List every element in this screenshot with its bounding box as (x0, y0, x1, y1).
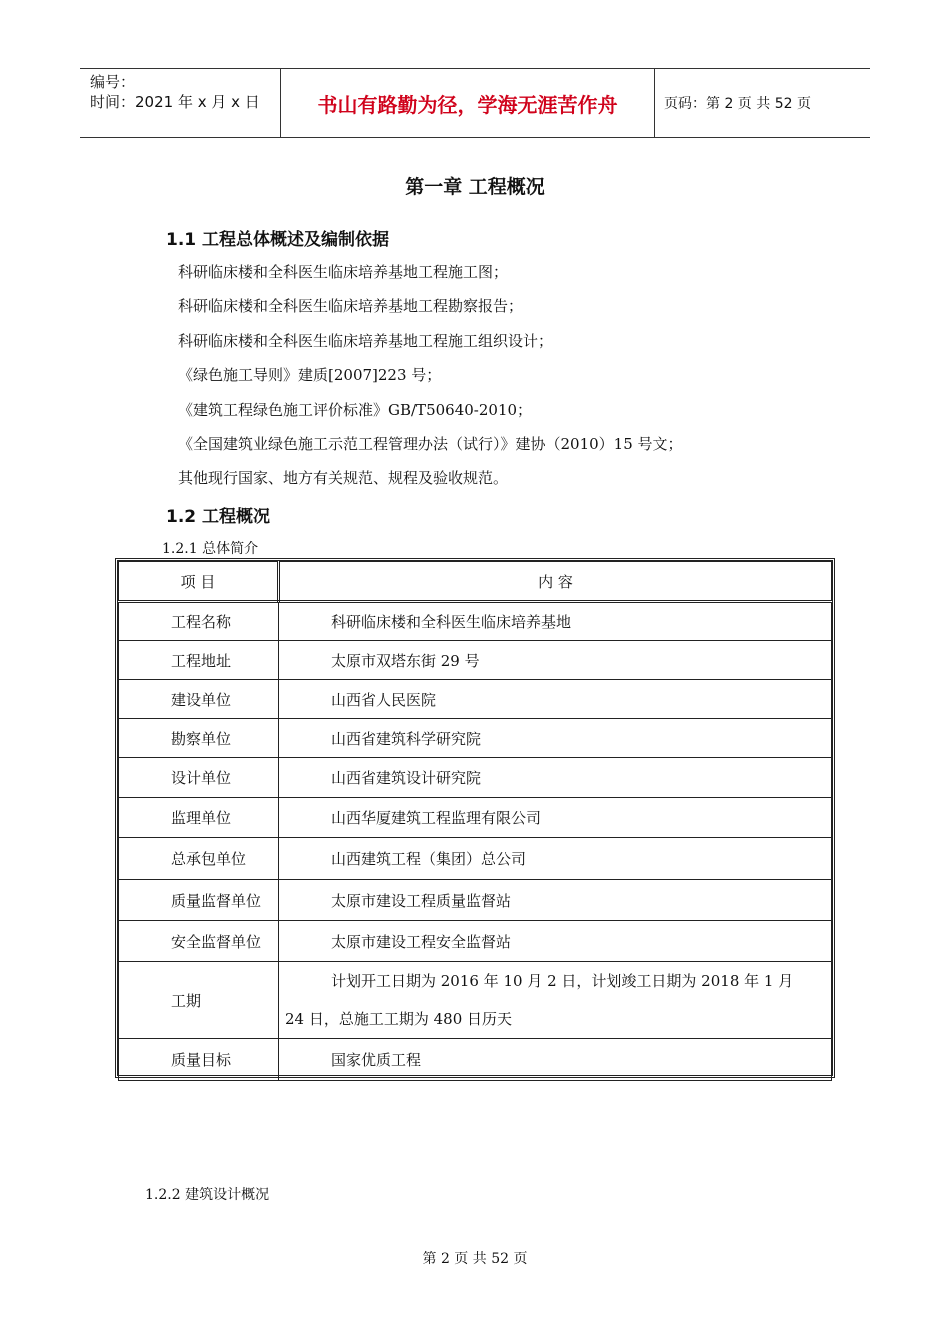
basis-item: 《全国建筑业绿色施工示范工程管理办法（试行）》建协（2010）15 号文； (178, 435, 683, 453)
table-key: 工程地址 (119, 641, 279, 680)
table-row (119, 838, 832, 880)
table-row (119, 680, 832, 719)
table-key: 安全监督单位 (119, 921, 279, 962)
table-value: 太原市建设工程质量监督站 (279, 880, 832, 921)
table-row (119, 880, 832, 921)
subsection-1-2-2-title: 1.2.2 建筑设计概况 (145, 1187, 270, 1203)
table-key: 建设单位 (119, 680, 279, 719)
table-row (119, 719, 832, 758)
table-key: 质量监督单位 (119, 880, 279, 921)
basis-item: 《绿色施工导则》建质[2007]223 号； (178, 366, 442, 384)
basis-item: 科研临床楼和全科医生临床培养基地工程勘察报告； (178, 297, 524, 315)
table-value: 山西华厦建筑工程监理有限公司 (279, 798, 832, 838)
period-line-1: 计划开工日期为 2016 年 10 月 2 日，计划竣工日期为 2018 年 1 月 (331, 972, 794, 990)
number-label: 编号： (90, 73, 136, 91)
header-motto: 书山有路勤为径，学海无涯苦作舟 (317, 92, 618, 117)
project-overview-table (115, 558, 835, 1078)
table-key: 设计单位 (119, 758, 279, 798)
table-header-row (119, 562, 832, 602)
header-page-info: 页码：第 2 页 共 52 页 (664, 96, 811, 112)
table-value: 山西省人民医院 (279, 680, 832, 719)
table-row (119, 641, 832, 680)
table-row (119, 921, 832, 962)
subsection-1-2-1-title: 1.2.1 总体简介 (162, 541, 259, 557)
basis-item: 其他现行国家、地方有关规范、规程及验收规范。 (178, 469, 509, 487)
table-header-content: 内 容 (279, 562, 832, 602)
table-header-item: 项 目 (119, 562, 279, 602)
header-meta (90, 72, 260, 112)
table-value: 太原市建设工程安全监督站 (279, 921, 832, 962)
table-value: 国家优质工程 (279, 1039, 832, 1081)
table-value: 太原市双塔东街 29 号 (279, 641, 832, 680)
time-label: 时间：2021 年 x 月 x 日 (90, 93, 260, 111)
table-key: 质量目标 (119, 1039, 279, 1081)
table-row-period (119, 962, 832, 1039)
table-row (119, 758, 832, 798)
header-divider (654, 69, 655, 137)
table-key: 工程名称 (119, 602, 279, 641)
table-row (119, 602, 832, 641)
table-key: 工期 (119, 962, 279, 1039)
table-value: 山西省建筑科学研究院 (279, 719, 832, 758)
table-value: 山西省建筑设计研究院 (279, 758, 832, 798)
page-footer: 第 2 页 共 52 页 (422, 1251, 528, 1267)
period-line-2: 24 日，总施工工期为 480 日历天 (285, 1010, 513, 1028)
page-header (80, 68, 870, 138)
basis-item: 科研临床楼和全科医生临床培养基地工程施工图； (178, 263, 509, 281)
section-1-1-title: 1.1 工程总体概述及编制依据 (166, 230, 390, 250)
table-key: 总承包单位 (119, 838, 279, 880)
table-value: 山西建筑工程（集团）总公司 (279, 838, 832, 880)
table-key: 勘察单位 (119, 719, 279, 758)
table-key: 监理单位 (119, 798, 279, 838)
chapter-title: 第一章 工程概况 (405, 176, 545, 198)
basis-item: 《建筑工程绿色施工评价标准》GB/T50640-2010； (178, 401, 533, 419)
section-1-2-title: 1.2 工程概况 (166, 507, 271, 527)
table-row (119, 1039, 832, 1081)
table-value: 科研临床楼和全科医生临床培养基地 (279, 602, 832, 641)
basis-item: 科研临床楼和全科医生临床培养基地工程施工组织设计； (178, 332, 554, 350)
table-value-period (279, 962, 832, 1039)
table-row (119, 798, 832, 838)
